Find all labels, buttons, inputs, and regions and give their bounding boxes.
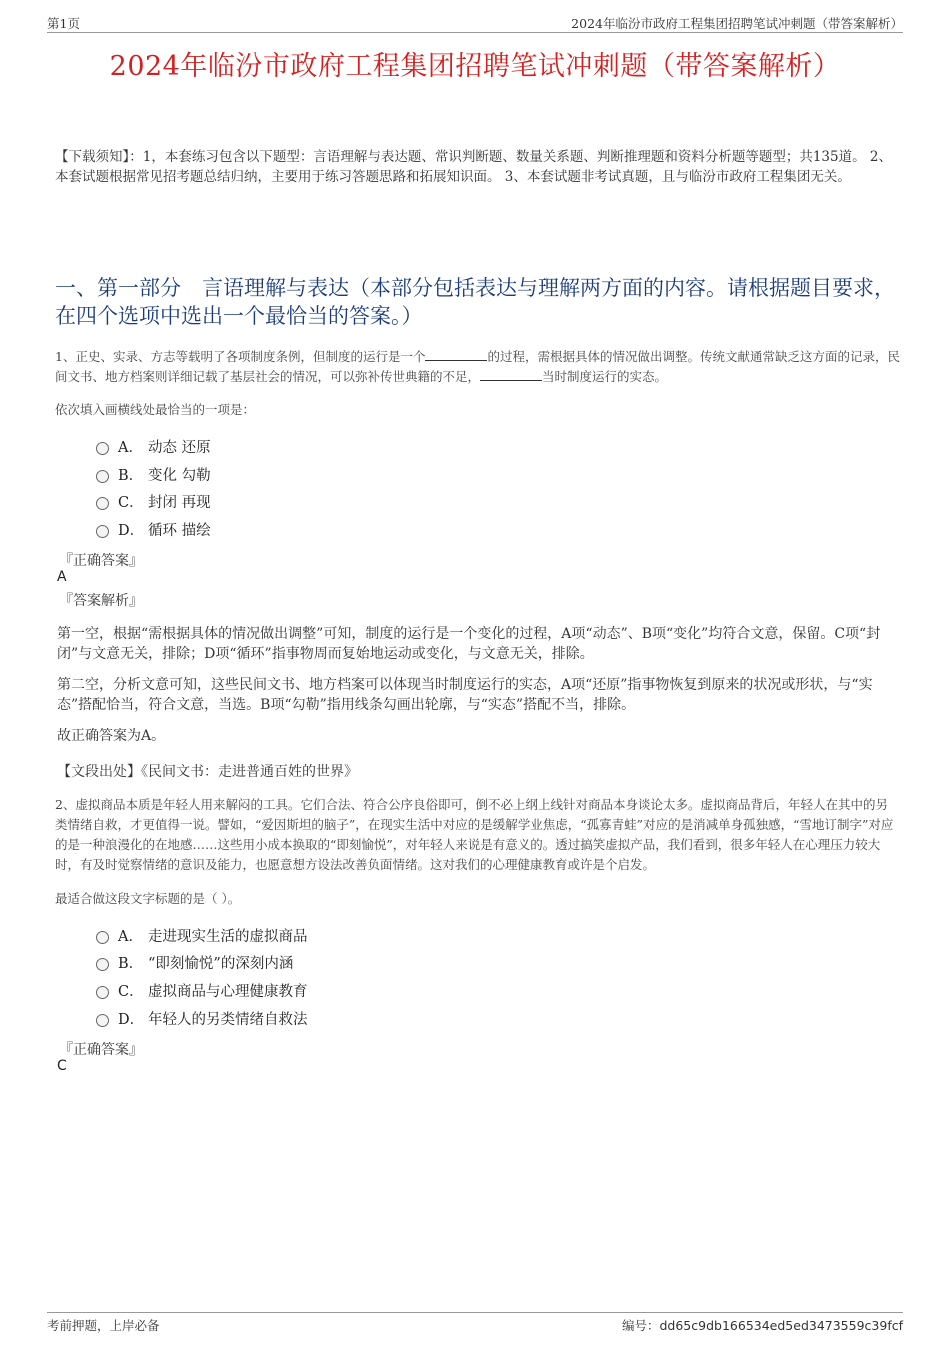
q1-answer: A — [57, 569, 67, 585]
question-2-text: 2、虚拟商品本质是年轻人用来解闷的工具。它们合法、符合公序良俗即可，倒不必上纲上线针对商品本身谈论太多。虚拟商品背后，年轻人在其中的另类情绪自救，才更值得一说。譬如，“爱因斯坦的脑子”，在现实生活中对应的是缓解学业焦虑，“孤寡青蛙”对应的是消减单身孤独感，“雪地订制字”对应的是一种浪漫化的在地感……这些用小成本换取的“即刻愉悦”，对年轻人来说是有意义的。透过搞笑虚拟产品，我们看到，很多年轻人在心理压力较大时，有及时觉察情绪的意识及能力，也愿意想方设法改善负面情绪。这对我们的心理健康教育或许是个启发。 — [55, 797, 894, 872]
radio-icon[interactable] — [96, 525, 109, 538]
radio-icon[interactable] — [96, 986, 109, 999]
q1-analysis-conclusion: 故正确答案为A。 — [57, 728, 166, 744]
section-title: 一、第一部分 言语理解与表达（本部分包括表达与理解两方面的内容。请根据题目要求，在四个选项中选出一个最恰当的答案。） — [55, 276, 895, 328]
page-footer — [47, 1312, 903, 1333]
question-1-prompt: 依次填入画横线处最恰当的一项是： — [55, 402, 256, 417]
footer-slogan: 考前押题，上岸必备 — [47, 1318, 160, 1333]
q1-analysis-paragraph: 第二空，分析文意可知，这些民间文书、地方档案可以体现当时制度运行的实态，A项“还原”指事物恢复到原来的状况或形状，与“实态”搭配恰当，符合文意，当选。B项“勾勒”指用线条勾画出轮廓，与“实态”搭配不当，排除。 — [57, 677, 873, 713]
radio-icon[interactable] — [96, 1014, 109, 1027]
q1-source: 【文段出处】《民间文书：走进普通百姓的世界》 — [57, 764, 358, 780]
q1-analysis-paragraph: 第一空，根据“需根据具体的情况做出调整”可知，制度的运行是一个变化的过程，A项“动态”、B项“变化”均符合文意，保留。C项“封闭”与文意无关，排除；D项“循环”指事物周而复始地运动或变化，与文意无关，排除。 — [57, 626, 881, 662]
question-1-text: 1、正史、实录、方志等载明了各项制度条例，但制度的运行是一个 的过程，需根据具体的情况做出调整。传统文献通常缺乏这方面的记录，民间文书、地方档案则详细记载了基层社会的情况，可以弥补传世典籍的不足， 当时制度运行的实态。 — [55, 349, 900, 384]
q1-analysis-label: 『答案解析』 — [59, 593, 143, 609]
page-number: 第1页 — [47, 16, 80, 31]
q1-answer-label: 『正确答案』 — [59, 553, 143, 569]
fill-blank-2 — [480, 368, 542, 381]
q2-answer-label: 『正确答案』 — [59, 1042, 143, 1058]
page-header — [47, 14, 903, 33]
radio-icon[interactable] — [96, 931, 109, 944]
radio-icon[interactable] — [96, 470, 109, 483]
radio-icon[interactable] — [96, 442, 109, 455]
header-doc-title: 2024年临汾市政府工程集团招聘笔试冲刺题（带答案解析） — [571, 16, 903, 31]
document-title: 2024年临汾市政府工程集团招聘笔试冲刺题（带答案解析） — [109, 51, 841, 82]
q2-answer: C — [57, 1058, 67, 1074]
radio-icon[interactable] — [96, 958, 109, 971]
footer-code: 编号：dd65c9db166534ed5ed3473559c39fcf — [621, 1318, 903, 1333]
question-2-prompt: 最适合做这段文字标题的是（ ）。 — [55, 891, 241, 906]
radio-icon[interactable] — [96, 497, 109, 510]
download-notice: 【下载须知】：1，本套练习包含以下题型：言语理解与表达题、常识判断题、数量关系题、判断推理题和资料分析题等题型；共135道。 2、本套试题根据常见招考题总结归纳，主要用于练习答题思路和拓展知识面。 3、本套试题非考试真题，且与临汾市政府工程集团无关。 — [55, 149, 892, 185]
fill-blank-1 — [425, 348, 487, 361]
